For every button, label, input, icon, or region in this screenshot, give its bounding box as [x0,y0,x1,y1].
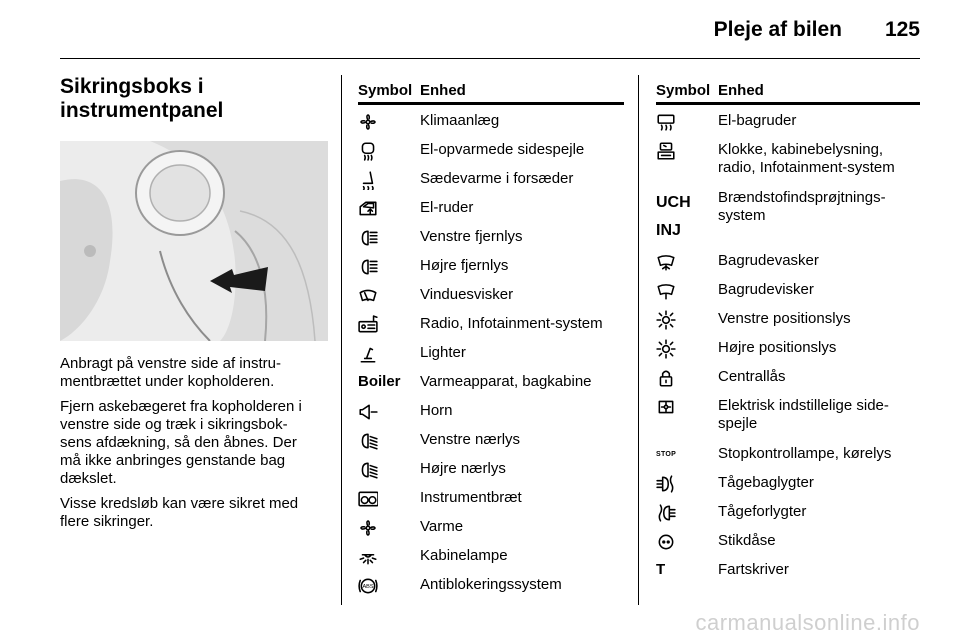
fan-icon [358,112,408,132]
table-row [358,105,624,134]
high-beam-icon [358,228,408,248]
paragraph-location: Anbragt på venstre side af instru- mentbrættet under kopholderen. [60,355,281,390]
table-row [358,163,624,192]
unit-label: Elektrisk indstillelige side- spejle [718,397,889,432]
rear-wiper-icon [656,281,706,301]
lighter-icon [358,344,408,364]
table-row [656,274,920,303]
description [60,355,328,531]
table-row [656,554,920,583]
position-light-icon [656,310,706,330]
symbol-text: Boiler [358,373,401,390]
table-row [656,438,920,467]
position-light-icon [656,339,706,359]
table-header [656,80,920,102]
page-number: 125 [884,18,920,41]
paragraph-opening: Fjern askebægeret fra kopholderen i venstre side og træk i sikringsbok- sens afdækning, så den åbnes. Der må ikke anbringes genstande bag dækslet. [60,398,302,487]
unit-label: Varmeapparat, bagkabine [420,373,592,390]
table-row [358,337,624,366]
heated-mirror-icon [358,141,408,161]
table-row [656,105,920,134]
table-row [358,134,624,163]
symbol-header: Symbol [656,82,711,99]
rear-washer-icon [656,252,706,272]
interior-lamp-icon [358,547,408,567]
unit-label: Vinduesvisker [420,286,514,303]
table-row [358,482,624,511]
svg-text:ABS: ABS [362,584,374,591]
central-lock-icon [656,368,706,388]
unit-label: Venstre nærlys [420,431,521,448]
socket-icon [656,532,706,552]
wiper-icon [358,286,408,306]
unit-label: Bagrudevasker [718,252,819,269]
symbol-text: UCH INJ [656,194,691,239]
header-divider [60,58,920,59]
unit-label: Bagrudevisker [718,281,814,298]
stop-icon: STOP [656,451,677,458]
table-row [656,525,920,554]
table-row [656,134,920,182]
watermark: carmanualsonline.info [695,610,920,635]
table-row [656,303,920,332]
fuse-table-right [656,80,920,583]
unit-label: Klimaanlæg [420,112,500,129]
mirror-adjust-icon [656,397,706,417]
unit-label: Tågebaglygter [718,474,814,491]
unit-label: Brændstofindsprøjtnings- system [718,189,886,224]
paragraph-note: Visse kredsløb kan være sikret med flere sikringer. [60,495,299,530]
symbol-text: T [656,561,666,578]
unit-label: El-opvarmede sidespejle [420,141,585,158]
section-title: Sikringsboks i instrumentpanel [60,75,224,122]
unit-label: Varme [420,518,464,535]
unit-label: Fartskriver [718,561,789,578]
table-row [358,453,624,482]
unit-label: Venstre fjernlys [420,228,523,245]
table-row [656,332,920,361]
table-row [656,361,920,390]
unit-label: El-bagruder [718,112,797,129]
table-row [656,496,920,525]
table-row [358,569,624,598]
table-row [358,192,624,221]
unit-label: Kabinelampe [420,547,508,564]
unit-label: Horn [420,402,453,419]
unit-label: Antiblokeringssystem [420,576,562,593]
fuse-box-photo [60,141,328,341]
table-row [656,467,920,496]
unit-label: Sædevarme i forsæder [420,170,574,187]
unit-label: Højre positionslys [718,339,837,356]
table-row [358,221,624,250]
unit-label: El-ruder [420,199,474,216]
seat-heater-icon [358,170,408,190]
front-fog-icon [656,503,706,523]
table-row [358,308,624,337]
table-row [358,511,624,540]
table-row [358,424,624,453]
abs-icon [358,576,408,596]
unit-label: Instrumentbræt [420,489,522,506]
unit-label: Højre nærlys [420,460,506,477]
unit-label: Stopkontrollampe, kørelys [718,445,892,462]
unit-label: Radio, Infotainment-system [420,315,603,332]
table-row [358,540,624,569]
unit-label: Venstre positionslys [718,310,851,327]
instrument-panel-icon [358,489,408,509]
rear-fog-icon [656,474,706,494]
unit-header: Enhed [718,82,764,99]
fan-icon [358,518,408,538]
table-row [358,279,624,308]
table-row [656,390,920,438]
table-row [358,395,624,424]
table-row [358,250,624,279]
column-divider-2 [638,75,639,605]
page-header [0,0,960,60]
unit-label: Centrallås [718,368,786,385]
table-header [358,80,624,102]
intro-column [60,75,328,538]
table-row [656,182,920,245]
unit-label: Klokke, kabinebelysning, radio, Infotainment-system [718,141,895,176]
unit-label: Højre fjernlys [420,257,509,274]
fuse-table-left [358,80,624,598]
radio-icon [358,315,408,335]
power-window-icon [358,199,408,219]
table-row [656,245,920,274]
unit-header: Enhed [420,82,466,99]
column-divider-1 [341,75,342,605]
clock-icon [656,141,706,161]
table-row [358,366,624,395]
low-beam-icon [358,431,408,451]
unit-label: Stikdåse [718,532,776,549]
symbol-header: Symbol [358,82,413,99]
rear-defrost-icon [656,112,706,132]
high-beam-icon [358,257,408,277]
chapter-title: Pleje af bilen [713,18,842,41]
unit-label: Tågeforlygter [718,503,807,520]
low-beam-icon [358,460,408,480]
horn-icon [358,402,408,422]
unit-label: Lighter [420,344,466,361]
